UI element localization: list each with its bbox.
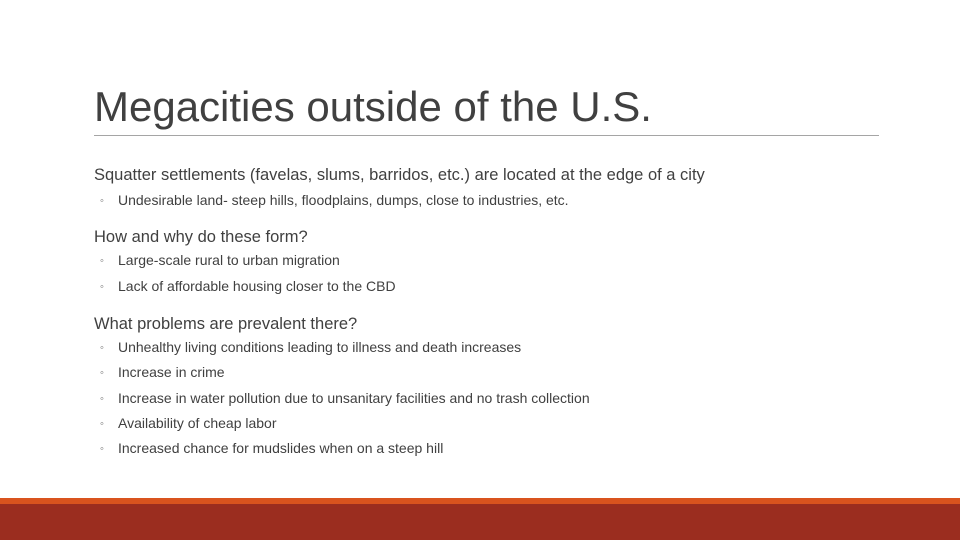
slide-body xyxy=(94,0,894,540)
bullet-marker: ◦ xyxy=(100,418,104,430)
bullet-text: Undesirable land- steep hills, floodplains, dumps, close to industries, etc. xyxy=(118,192,569,208)
bullet-text: Large-scale rural to urban migration xyxy=(118,252,340,268)
bullet-item xyxy=(100,362,225,383)
bullet-marker: ◦ xyxy=(100,443,104,455)
bullet-text: Unhealthy living conditions leading to illness and death increases xyxy=(118,339,522,355)
bullet-text: Increase in crime xyxy=(118,364,225,380)
footer-band xyxy=(0,504,960,540)
bullet-item xyxy=(100,190,569,211)
bullet-text: Availability of cheap labor xyxy=(118,415,277,431)
bullet-text: Lack of affordable housing closer to the CBD xyxy=(118,278,396,294)
bullet-item xyxy=(100,276,396,297)
bullet-marker: ◦ xyxy=(100,393,104,405)
bullet-item xyxy=(100,337,521,358)
bullet-text: Increase in water pollution due to unsanitary facilities and no trash collection xyxy=(118,390,590,406)
bullet-text: Increased chance for mudslides when on a steep hill xyxy=(118,440,444,456)
slide-title: Megacities outside of the U.S. xyxy=(94,83,652,130)
bullet-marker: ◦ xyxy=(100,342,104,354)
section-heading-problems: What problems are prevalent there? xyxy=(94,315,358,333)
bullet-marker: ◦ xyxy=(100,281,104,293)
bullet-marker: ◦ xyxy=(100,255,104,267)
bullet-marker: ◦ xyxy=(100,367,104,379)
section-heading-squatter: Squatter settlements (favelas, slums, barridos, etc.) are located at the edge of a city xyxy=(94,166,705,184)
bullet-item xyxy=(100,413,277,434)
section-heading-formation: How and why do these form? xyxy=(94,228,308,246)
bullet-marker: ◦ xyxy=(100,195,104,207)
bullet-item xyxy=(100,388,590,409)
bullet-item xyxy=(100,250,340,271)
bullet-item xyxy=(100,438,443,459)
